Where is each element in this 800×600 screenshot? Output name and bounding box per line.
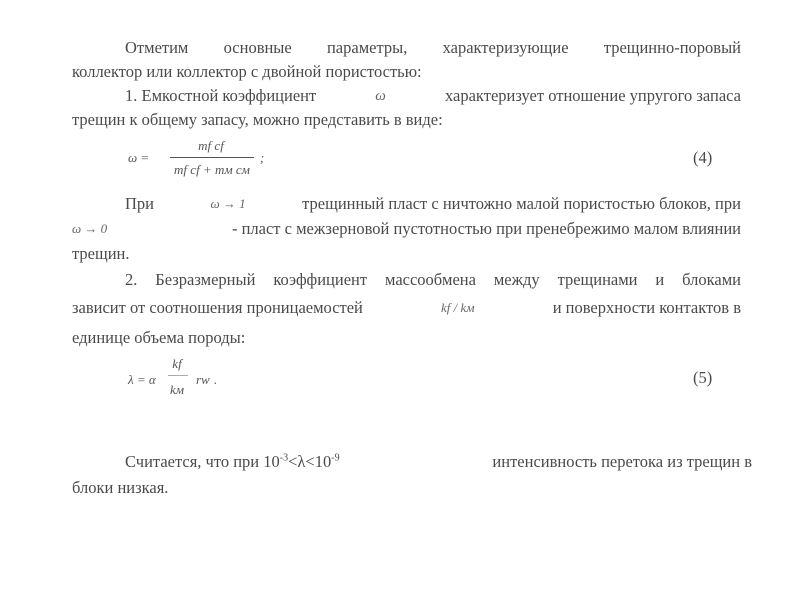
- formula-5-factor: rw: [196, 372, 210, 387]
- paragraph-1-line-2: коллектор или коллектор с двойной пористостью:: [72, 62, 422, 81]
- formula-4-denominator: mf cf + mм cм: [174, 162, 250, 177]
- paragraph-4-line-3: единице объема породы:: [72, 328, 246, 347]
- formula-4-lhs: ω =: [128, 150, 150, 165]
- p5-exp-1: -3: [279, 452, 289, 464]
- omega-to-one: ω → 1: [210, 196, 246, 211]
- formula-5-trail: .: [214, 372, 218, 387]
- p3-text-c: - пласт с межзерновой пустотностью при пренебрежимо малом влиянии: [231, 219, 741, 238]
- permeability-ratio: kf / kм: [441, 300, 475, 315]
- paragraph-3-line-2: [72, 219, 741, 239]
- formula-5-numerator: kf: [172, 356, 182, 371]
- paragraph-5-line-2: блоки низкая.: [72, 478, 169, 497]
- formula-4-trail: ;: [260, 150, 265, 165]
- paragraph-4-line-1: 2. Безразмерный коэффициент массообмена между трещинами и блоками: [125, 270, 741, 289]
- omega-symbol: ω: [375, 88, 386, 104]
- formula-4-fraction-bar: [170, 157, 254, 158]
- formula-4-numerator: mf cf: [198, 138, 224, 153]
- p2-text-b: характеризует отношение упругого запаса: [445, 86, 741, 105]
- p3-text-a: При: [125, 194, 154, 213]
- equation-number-4: (4): [693, 148, 713, 167]
- paragraph-2-line-1: [125, 86, 741, 106]
- p3-text-b: трещинный пласт с ничтожно малой пористостью блоков, при: [302, 194, 741, 213]
- paragraph-3-line-3: трещин.: [72, 244, 130, 263]
- p2-text-a: 1. Емкостной коэффициент: [125, 86, 317, 105]
- p5-mid: <λ<10: [288, 452, 332, 471]
- formula-5-fraction-bar: [168, 375, 188, 376]
- p5-text-a: [125, 452, 340, 472]
- paragraph-1-line-1: Отметим основные параметры, характеризующие трещинно-поровый: [125, 38, 741, 57]
- p4-text-b: и поверхности контактов в: [552, 298, 741, 317]
- equation-number-5: (5): [693, 368, 713, 387]
- formula-5-lhs: λ = α: [128, 372, 156, 387]
- p5-exp-2: -9: [331, 452, 340, 464]
- p5-text-b: интенсивность перетока из трещин в: [492, 452, 752, 471]
- paragraph-4-line-2: [72, 298, 741, 318]
- paragraph-3-line-1: [125, 194, 741, 214]
- formula-5-denominator: kм: [169, 382, 185, 397]
- paragraph-5-line-1: [125, 452, 752, 472]
- p4-text-a: зависит от соотношения проницаемостей: [72, 298, 363, 317]
- omega-to-zero: ω → 0: [72, 221, 108, 236]
- paragraph-2-line-2: трещин к общему запасу, можно представить в виде:: [72, 110, 443, 129]
- p5-lead: Считается, что при 10: [125, 452, 280, 471]
